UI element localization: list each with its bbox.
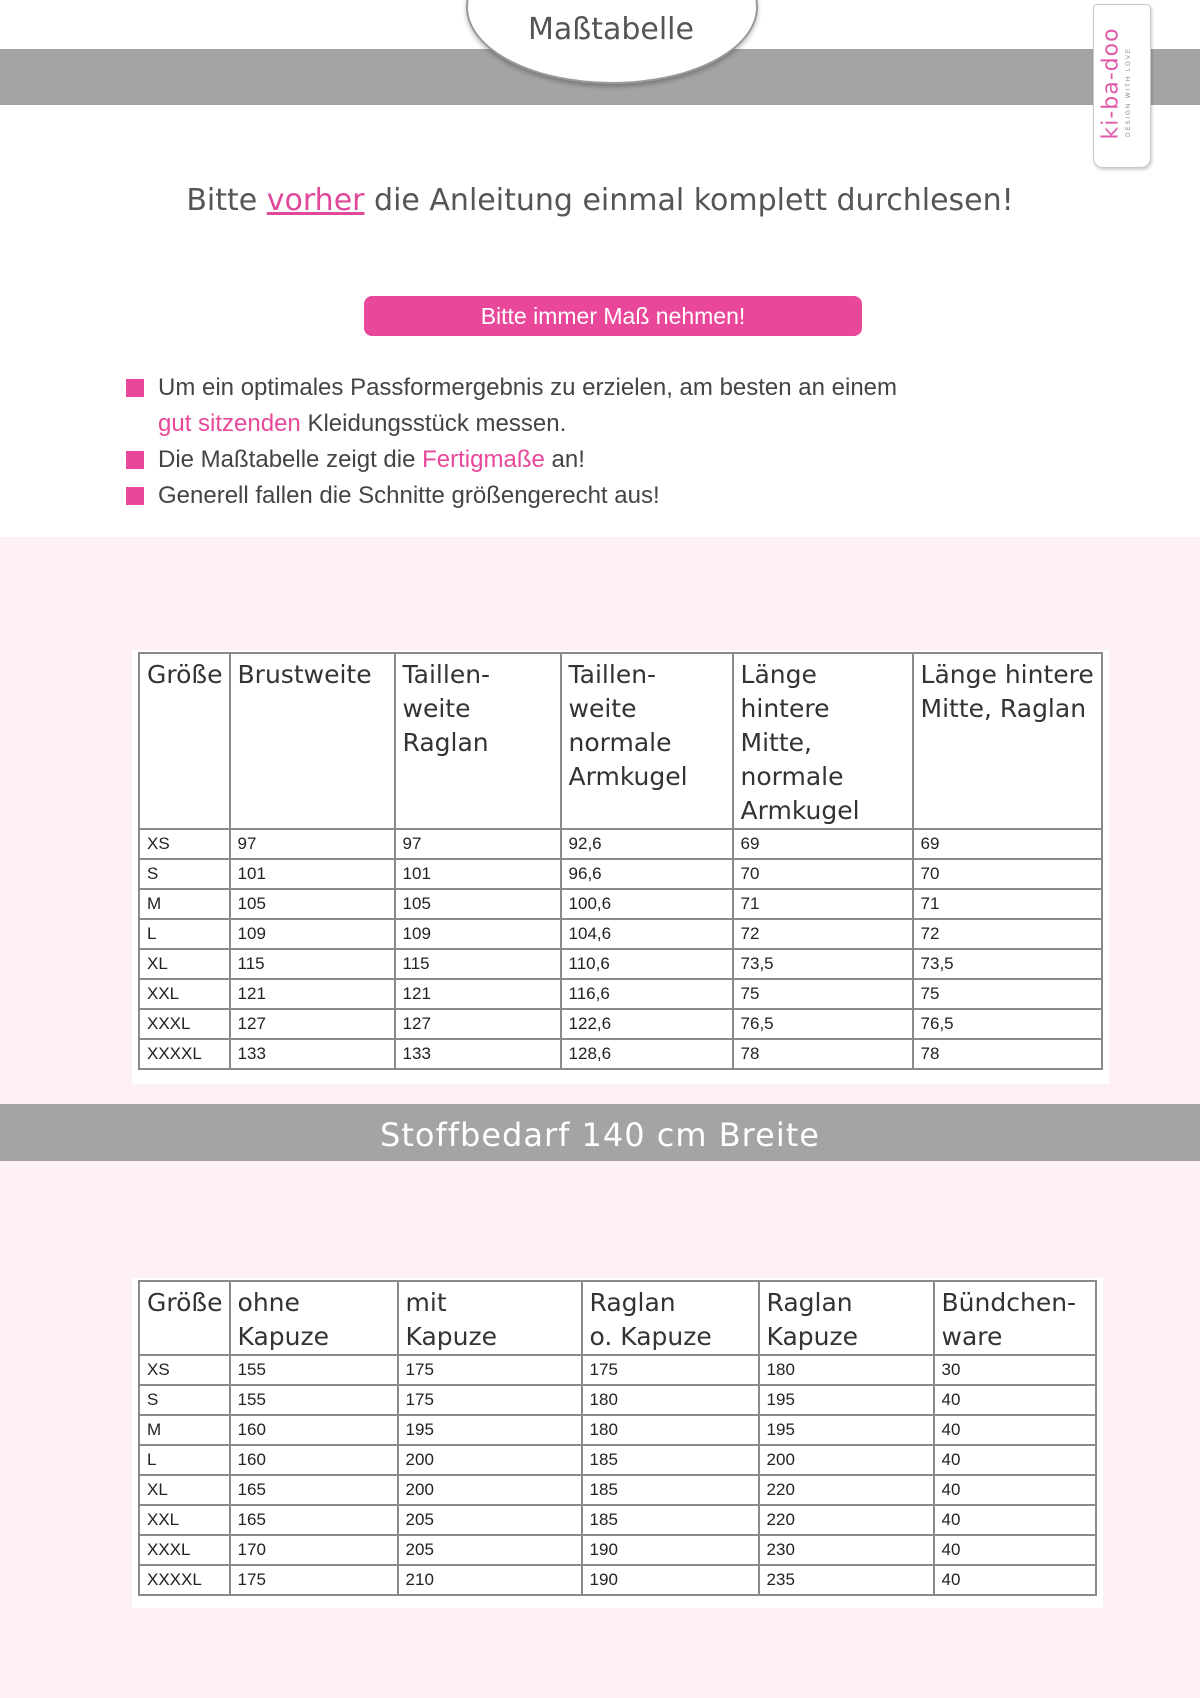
table-cell: XXXXL xyxy=(139,1565,230,1595)
size-table-header-row xyxy=(139,653,1102,829)
instruction-highlight: vorher xyxy=(266,183,365,218)
page-title: Maßtabelle xyxy=(528,12,694,47)
fabric-table xyxy=(138,1280,1097,1596)
bullet-square-icon xyxy=(126,487,144,505)
table-cell: 75 xyxy=(733,979,913,1009)
table-cell: 40 xyxy=(934,1445,1096,1475)
table-cell: L xyxy=(139,919,230,949)
column-header: Bündchen- ware xyxy=(934,1281,1096,1355)
table-cell: 78 xyxy=(733,1039,913,1069)
table-row xyxy=(139,1039,1102,1069)
column-header: Raglan o. Kapuze xyxy=(582,1281,759,1355)
column-header: mit Kapuze xyxy=(398,1281,582,1355)
table-cell: 40 xyxy=(934,1415,1096,1445)
table-cell: 40 xyxy=(934,1565,1096,1595)
table-row xyxy=(139,1445,1096,1475)
table-cell: 180 xyxy=(759,1355,934,1385)
table-cell: 76,5 xyxy=(913,1009,1102,1039)
table-cell: 40 xyxy=(934,1475,1096,1505)
table-cell: 73,5 xyxy=(913,949,1102,979)
measure-notice-banner: Bitte immer Maß nehmen! xyxy=(364,296,862,336)
tip-item xyxy=(126,478,1026,514)
tip-text-rest: Kleidungsstück messen. xyxy=(300,410,567,437)
table-row xyxy=(139,1415,1096,1445)
table-cell: 175 xyxy=(398,1355,582,1385)
table-cell: XXXL xyxy=(139,1535,230,1565)
table-cell: 69 xyxy=(733,829,913,859)
tip-text: Generell fallen die Schnitte größengerecht aus! xyxy=(158,482,660,509)
table-cell: 104,6 xyxy=(561,919,733,949)
column-header: Brustweite xyxy=(230,653,395,829)
table-cell: 105 xyxy=(230,889,395,919)
table-cell: 180 xyxy=(582,1385,759,1415)
table-cell: 76,5 xyxy=(733,1009,913,1039)
table-cell: 175 xyxy=(398,1385,582,1415)
table-cell: 101 xyxy=(230,859,395,889)
table-cell: 122,6 xyxy=(561,1009,733,1039)
table-cell: 235 xyxy=(759,1565,934,1595)
table-row xyxy=(139,1355,1096,1385)
table-cell: XL xyxy=(139,1475,230,1505)
brand-logo: ki-ba-doo xyxy=(1098,27,1124,140)
table-cell: 110,6 xyxy=(561,949,733,979)
table-cell: 170 xyxy=(230,1535,398,1565)
table-cell: 185 xyxy=(582,1475,759,1505)
table-cell: 97 xyxy=(230,829,395,859)
table-cell: 220 xyxy=(759,1505,934,1535)
table-row xyxy=(139,859,1102,889)
table-cell: 115 xyxy=(230,949,395,979)
table-row xyxy=(139,1565,1096,1595)
table-cell: 72 xyxy=(733,919,913,949)
table-row xyxy=(139,1385,1096,1415)
table-cell: 127 xyxy=(230,1009,395,1039)
table-cell: 155 xyxy=(230,1355,398,1385)
column-header: Länge hintere Mitte, normale Armkugel xyxy=(733,653,913,829)
table-cell: 97 xyxy=(395,829,561,859)
table-cell: 190 xyxy=(582,1565,759,1595)
table-cell: L xyxy=(139,1445,230,1475)
column-header: Größe xyxy=(139,653,230,829)
table-row xyxy=(139,919,1102,949)
table-cell: 195 xyxy=(398,1415,582,1445)
table-cell: 69 xyxy=(913,829,1102,859)
tip-highlight: Fertigmaße xyxy=(422,446,545,473)
tips-list xyxy=(126,370,1026,514)
table-cell: S xyxy=(139,1385,230,1415)
table-cell: 71 xyxy=(913,889,1102,919)
table-cell: 205 xyxy=(398,1505,582,1535)
table-cell: XS xyxy=(139,829,230,859)
table-cell: XL xyxy=(139,949,230,979)
tip-text-rest: an! xyxy=(544,446,585,473)
table-cell: 200 xyxy=(398,1445,582,1475)
bullet-square-icon xyxy=(126,379,144,397)
column-header: Raglan Kapuze xyxy=(759,1281,934,1355)
table-cell: XXXXL xyxy=(139,1039,230,1069)
table-cell: M xyxy=(139,1415,230,1445)
table-cell: 160 xyxy=(230,1445,398,1475)
tip-text: Um ein optimales Passformergebnis zu erzielen, am besten an einem xyxy=(158,374,898,401)
table-row xyxy=(139,1505,1096,1535)
table-row xyxy=(139,829,1102,859)
table-cell: XXL xyxy=(139,979,230,1009)
table-cell: 121 xyxy=(230,979,395,1009)
table-cell: 175 xyxy=(230,1565,398,1595)
table-cell: 180 xyxy=(582,1415,759,1445)
table-cell: 73,5 xyxy=(733,949,913,979)
table-cell: 165 xyxy=(230,1475,398,1505)
instruction-text xyxy=(0,183,1200,218)
table-cell: 78 xyxy=(913,1039,1102,1069)
table-cell: 109 xyxy=(230,919,395,949)
table-row xyxy=(139,1475,1096,1505)
table-cell: 175 xyxy=(582,1355,759,1385)
bullet-square-icon xyxy=(126,451,144,469)
table-cell: 40 xyxy=(934,1385,1096,1415)
table-cell: 105 xyxy=(395,889,561,919)
table-cell: XXL xyxy=(139,1505,230,1535)
column-header: Länge hintere Mitte, Raglan xyxy=(913,653,1102,829)
table-row xyxy=(139,1535,1096,1565)
table-row xyxy=(139,889,1102,919)
table-cell: 40 xyxy=(934,1505,1096,1535)
tip-item xyxy=(126,370,1026,442)
table-cell: 121 xyxy=(395,979,561,1009)
table-cell: S xyxy=(139,859,230,889)
tip-text: Die Maßtabelle zeigt die xyxy=(158,446,423,473)
table-cell: 200 xyxy=(759,1445,934,1475)
table-cell: 210 xyxy=(398,1565,582,1595)
table-row xyxy=(139,949,1102,979)
table-cell: XXXL xyxy=(139,1009,230,1039)
table-cell: 116,6 xyxy=(561,979,733,1009)
table-cell: 165 xyxy=(230,1505,398,1535)
table-cell: 109 xyxy=(395,919,561,949)
table-cell: 155 xyxy=(230,1385,398,1415)
table-cell: 195 xyxy=(759,1415,934,1445)
table-row xyxy=(139,979,1102,1009)
size-table-card xyxy=(132,650,1109,1084)
table-cell: 30 xyxy=(934,1355,1096,1385)
table-cell: M xyxy=(139,889,230,919)
brand-logo-tag xyxy=(1093,4,1151,168)
table-cell: 160 xyxy=(230,1415,398,1445)
table-cell: 71 xyxy=(733,889,913,919)
fabric-table-card xyxy=(132,1278,1103,1608)
table-cell: 220 xyxy=(759,1475,934,1505)
table-cell: 195 xyxy=(759,1385,934,1415)
table-cell: 190 xyxy=(582,1535,759,1565)
column-header: ohne Kapuze xyxy=(230,1281,398,1355)
table-cell: 185 xyxy=(582,1445,759,1475)
instruction-before: Bitte xyxy=(186,183,267,218)
table-cell: 96,6 xyxy=(561,859,733,889)
table-cell: XS xyxy=(139,1355,230,1385)
table-cell: 133 xyxy=(230,1039,395,1069)
table-cell: 70 xyxy=(733,859,913,889)
table-cell: 230 xyxy=(759,1535,934,1565)
column-header: Größe xyxy=(139,1281,230,1355)
column-header: Taillen- weite Raglan xyxy=(395,653,561,829)
table-cell: 115 xyxy=(395,949,561,979)
column-header: Taillen- weite normale Armkugel xyxy=(561,653,733,829)
table-cell: 205 xyxy=(398,1535,582,1565)
table-cell: 75 xyxy=(913,979,1102,1009)
table-cell: 92,6 xyxy=(561,829,733,859)
instruction-after: die Anleitung einmal komplett durchlesen! xyxy=(364,183,1014,218)
table-cell: 185 xyxy=(582,1505,759,1535)
brand-tagline: DESIGN WITH LOVE xyxy=(1126,47,1132,137)
size-table xyxy=(138,652,1103,1070)
table-cell: 40 xyxy=(934,1535,1096,1565)
fabric-table-header-row xyxy=(139,1281,1096,1355)
table-cell: 200 xyxy=(398,1475,582,1505)
fabric-section-title: Stoffbedarf 140 cm Breite xyxy=(380,1116,820,1154)
table-cell: 128,6 xyxy=(561,1039,733,1069)
table-cell: 127 xyxy=(395,1009,561,1039)
tip-highlight: gut sitzenden xyxy=(158,410,301,437)
table-cell: 70 xyxy=(913,859,1102,889)
tip-item xyxy=(126,442,1026,478)
table-cell: 100,6 xyxy=(561,889,733,919)
table-cell: 133 xyxy=(395,1039,561,1069)
table-cell: 101 xyxy=(395,859,561,889)
table-row xyxy=(139,1009,1102,1039)
table-cell: 72 xyxy=(913,919,1102,949)
